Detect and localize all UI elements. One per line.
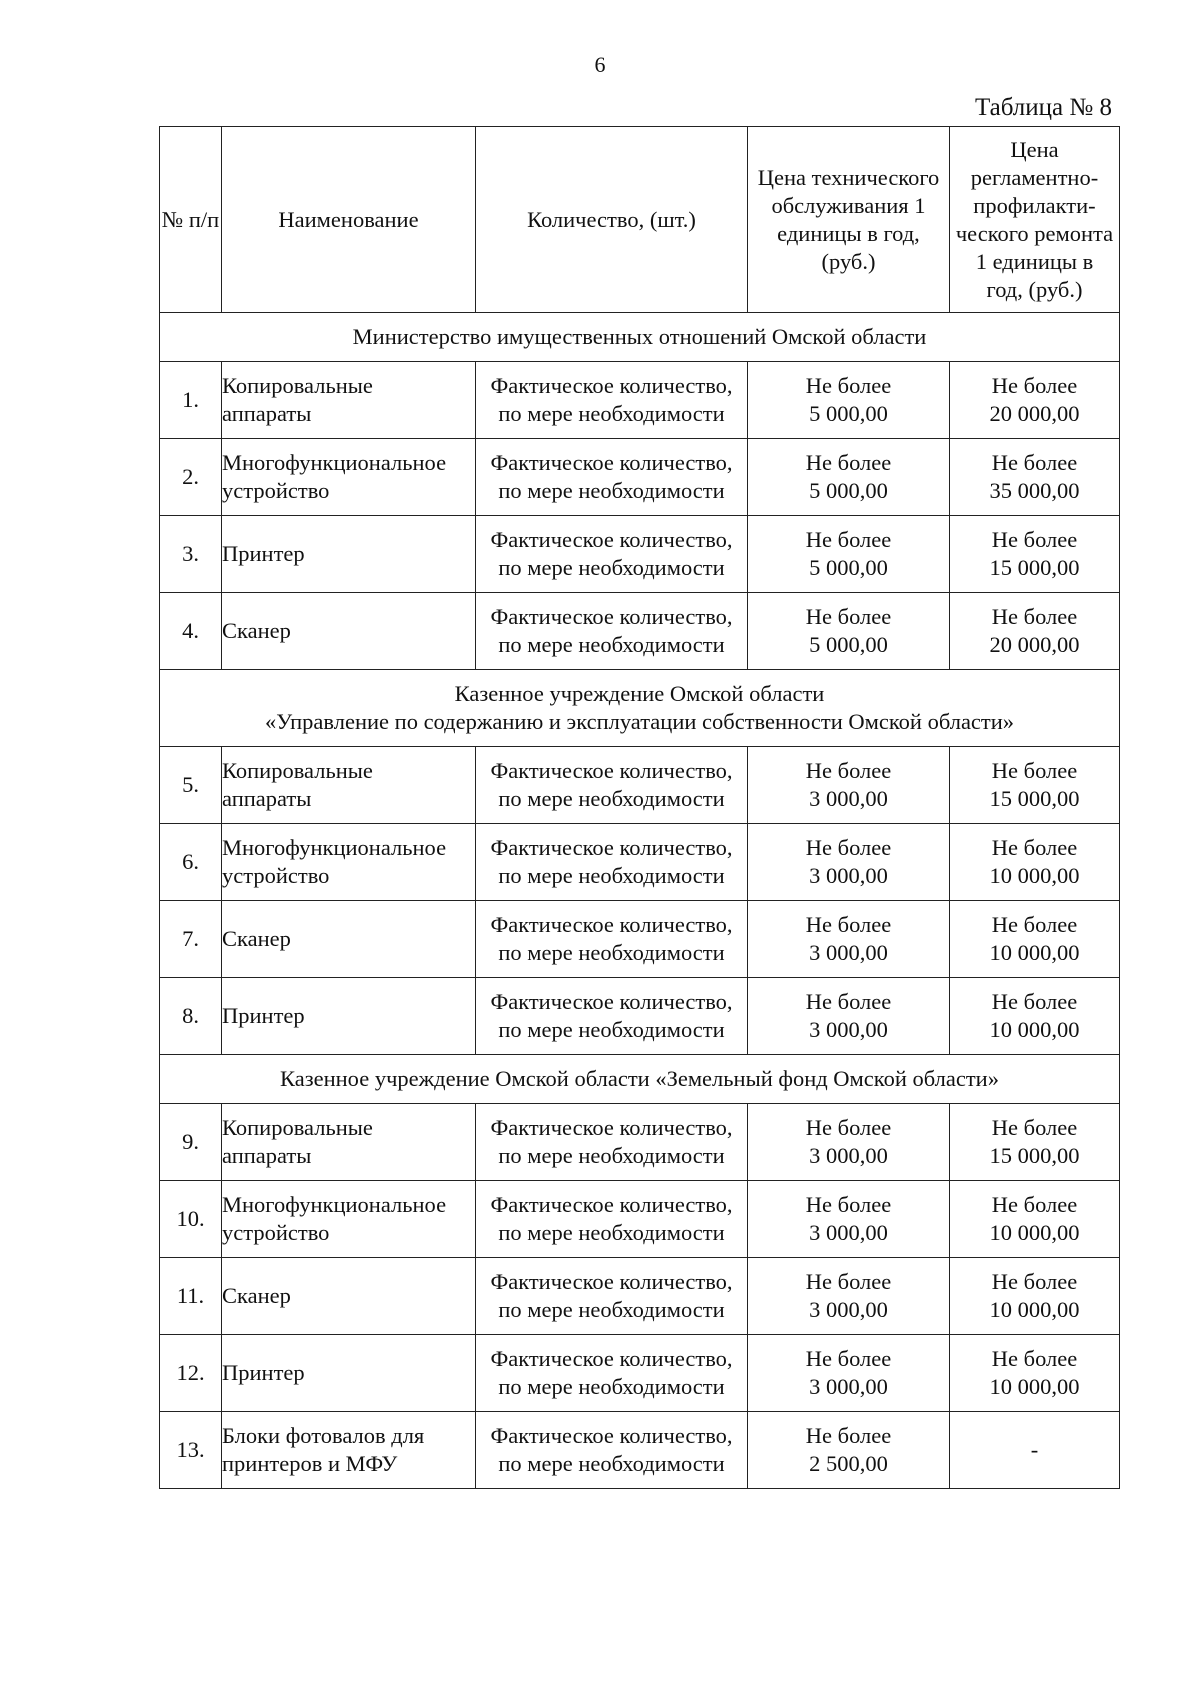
price-maintenance-line: Не более <box>805 1115 892 1140</box>
price-maintenance-line: 3 000,00 <box>809 786 888 811</box>
item-name-line: Многофункциональное <box>222 1192 447 1217</box>
item-quantity-line: по мере необходимости <box>498 401 725 426</box>
price-repair-line: 20 000,00 <box>989 632 1080 657</box>
item-name <box>222 824 476 901</box>
price-repair <box>950 901 1120 978</box>
price-maintenance <box>748 901 950 978</box>
item-name-line: Многофункциональное <box>222 835 447 860</box>
item-name-line: Многофункциональное <box>222 450 447 475</box>
item-name-line: устройство <box>222 1220 330 1245</box>
item-name <box>222 593 476 670</box>
price-maintenance-line: 3 000,00 <box>809 1220 888 1245</box>
price-maintenance-line: Не более <box>805 1192 892 1217</box>
price-repair-line: 10 000,00 <box>989 1017 1080 1042</box>
price-repair-line: Не более <box>991 989 1078 1014</box>
row-number: 2. <box>160 439 222 516</box>
item-name-line: Копировальные <box>222 758 373 783</box>
price-maintenance-line: 3 000,00 <box>809 1143 888 1168</box>
item-quantity-line: Фактическое количество, <box>490 527 733 552</box>
item-name-line: Блоки фотовалов для <box>222 1423 425 1448</box>
price-repair-line: Не более <box>991 604 1078 629</box>
page-number: 6 <box>594 52 606 77</box>
item-name-line: Принтер <box>222 1003 305 1028</box>
price-maintenance-line: Не более <box>805 1269 892 1294</box>
price-maintenance-line: Не более <box>805 758 892 783</box>
item-name-line: Копировальные <box>222 1115 373 1140</box>
header-line: Цена технического <box>757 164 940 190</box>
price-maintenance-line: Не более <box>805 1423 892 1448</box>
item-quantity-line: по мере необходимости <box>498 1143 725 1168</box>
row-number: 6. <box>160 824 222 901</box>
price-maintenance-line: 5 000,00 <box>809 632 888 657</box>
table-row <box>160 747 1120 824</box>
item-name <box>222 978 476 1055</box>
price-maintenance-line: Не более <box>805 450 892 475</box>
item-quantity <box>476 824 748 901</box>
price-repair-line: 10 000,00 <box>989 1220 1080 1245</box>
price-maintenance-line: Не более <box>805 835 892 860</box>
section-title <box>160 670 1120 747</box>
price-repair <box>950 439 1120 516</box>
price-repair <box>950 1104 1120 1181</box>
section-title-line: «Управление по содержанию и эксплуатации собственности Омской области» <box>264 709 1015 734</box>
header-qty: Количество, (шт.) <box>476 127 748 313</box>
item-quantity-line: Фактическое количество, <box>490 373 733 398</box>
item-quantity-line: Фактическое количество, <box>490 1269 733 1294</box>
table-row <box>160 901 1120 978</box>
price-maintenance <box>748 1104 950 1181</box>
price-maintenance <box>748 593 950 670</box>
table-body <box>160 313 1120 1489</box>
item-name-line: Сканер <box>222 1283 291 1308</box>
price-repair <box>950 593 1120 670</box>
item-quantity-line: по мере необходимости <box>498 863 725 888</box>
row-number: 4. <box>160 593 222 670</box>
price-repair-line: Не более <box>991 758 1078 783</box>
item-name <box>222 901 476 978</box>
price-maintenance-line: 3 000,00 <box>809 1297 888 1322</box>
item-name-line: Принтер <box>222 541 305 566</box>
price-maintenance-line: 3 000,00 <box>809 863 888 888</box>
header-name: Наименование <box>222 127 476 313</box>
table-row <box>160 1412 1120 1489</box>
table-row <box>160 978 1120 1055</box>
price-maintenance-line: Не более <box>805 527 892 552</box>
section-title-line: Министерство имущественных отношений Омской области <box>352 324 927 349</box>
item-quantity <box>476 1335 748 1412</box>
item-name-line: Принтер <box>222 1360 305 1385</box>
item-quantity-line: Фактическое количество, <box>490 758 733 783</box>
item-quantity <box>476 901 748 978</box>
price-maintenance <box>748 362 950 439</box>
item-quantity-line: по мере необходимости <box>498 1220 725 1245</box>
row-number: 1. <box>160 362 222 439</box>
price-repair <box>950 362 1120 439</box>
price-maintenance-line: Не более <box>805 1346 892 1371</box>
item-quantity-line: по мере необходимости <box>498 1297 725 1322</box>
price-repair-line: Не более <box>991 450 1078 475</box>
header-price-repair <box>950 127 1120 313</box>
item-quantity-line: по мере необходимости <box>498 1374 725 1399</box>
item-name <box>222 516 476 593</box>
table-row <box>160 439 1120 516</box>
section-title <box>160 313 1120 362</box>
section-title-line: Казенное учреждение Омской области «Земельный фонд Омской области» <box>280 1066 999 1091</box>
price-repair-line: Не более <box>991 1192 1078 1217</box>
table-row <box>160 362 1120 439</box>
item-name-line: устройство <box>222 863 330 888</box>
row-number: 9. <box>160 1104 222 1181</box>
item-quantity-line: Фактическое количество, <box>490 1346 733 1371</box>
price-maintenance-line: 5 000,00 <box>809 555 888 580</box>
header-line: ческого ремонта <box>955 220 1114 246</box>
price-maintenance <box>748 1181 950 1258</box>
item-name <box>222 1412 476 1489</box>
row-number: 8. <box>160 978 222 1055</box>
item-name-line: Сканер <box>222 618 291 643</box>
item-quantity <box>476 1104 748 1181</box>
price-maintenance-line: 3 000,00 <box>809 1017 888 1042</box>
price-repair-line: Не более <box>991 1269 1078 1294</box>
price-repair <box>950 516 1120 593</box>
price-repair <box>950 1412 1120 1489</box>
table-row <box>160 824 1120 901</box>
table-header-row <box>160 127 1120 313</box>
item-name <box>222 1258 476 1335</box>
row-number: 11. <box>160 1258 222 1335</box>
item-quantity-line: Фактическое количество, <box>490 835 733 860</box>
price-repair-line: 10 000,00 <box>989 863 1080 888</box>
item-quantity <box>476 978 748 1055</box>
price-maintenance-line: 2 500,00 <box>809 1451 888 1476</box>
item-quantity-line: по мере необходимости <box>498 555 725 580</box>
price-maintenance <box>748 1258 950 1335</box>
price-maintenance-line: Не более <box>805 912 892 937</box>
item-name <box>222 1335 476 1412</box>
item-quantity-line: Фактическое количество, <box>490 912 733 937</box>
price-repair <box>950 747 1120 824</box>
table-caption: Таблица № 8 <box>974 94 1112 121</box>
price-repair-line: Не более <box>991 1115 1078 1140</box>
price-repair <box>950 1335 1120 1412</box>
item-name <box>222 439 476 516</box>
price-repair-line: Не более <box>991 912 1078 937</box>
item-name-line: Сканер <box>222 926 291 951</box>
price-repair-line: Не более <box>991 835 1078 860</box>
header-num: № п/п <box>160 127 222 313</box>
price-maintenance <box>748 824 950 901</box>
section-title <box>160 1055 1120 1104</box>
item-quantity-line: по мере необходимости <box>498 1017 725 1042</box>
price-repair-line: - <box>1030 1437 1039 1462</box>
price-repair <box>950 1181 1120 1258</box>
table-row <box>160 516 1120 593</box>
table-row <box>160 1181 1120 1258</box>
price-repair-line: Не более <box>991 1346 1078 1371</box>
item-name-line: Копировальные <box>222 373 373 398</box>
price-repair-line: 10 000,00 <box>989 940 1080 965</box>
price-repair-line: 10 000,00 <box>989 1297 1080 1322</box>
row-number: 3. <box>160 516 222 593</box>
price-maintenance-line: 3 000,00 <box>809 1374 888 1399</box>
header-line: профилакти- <box>973 192 1096 218</box>
item-quantity-line: Фактическое количество, <box>490 1192 733 1217</box>
item-quantity-line: Фактическое количество, <box>490 989 733 1014</box>
item-quantity-line: по мере необходимости <box>498 786 725 811</box>
price-repair <box>950 1258 1120 1335</box>
item-quantity-line: по мере необходимости <box>498 632 725 657</box>
item-quantity-line: Фактическое количество, <box>490 1423 733 1448</box>
item-quantity <box>476 439 748 516</box>
header-line: Цена <box>1010 136 1059 162</box>
price-maintenance-line: Не более <box>805 373 892 398</box>
item-quantity-line: по мере необходимости <box>498 940 725 965</box>
price-repair-line: Не более <box>991 527 1078 552</box>
price-repair-line: 15 000,00 <box>989 786 1080 811</box>
item-name <box>222 747 476 824</box>
price-maintenance-line: Не более <box>805 604 892 629</box>
row-number: 12. <box>160 1335 222 1412</box>
item-name-line: устройство <box>222 478 330 503</box>
price-maintenance <box>748 439 950 516</box>
table-row <box>160 593 1120 670</box>
item-quantity <box>476 593 748 670</box>
item-quantity-line: Фактическое количество, <box>490 1115 733 1140</box>
table-row <box>160 1258 1120 1335</box>
item-quantity-line: Фактическое количество, <box>490 604 733 629</box>
header-line: 1 единицы в <box>975 248 1094 274</box>
header-line: регламентно- <box>970 164 1099 190</box>
price-repair <box>950 824 1120 901</box>
price-maintenance <box>748 747 950 824</box>
row-number: 13. <box>160 1412 222 1489</box>
price-repair <box>950 978 1120 1055</box>
header-price-maintenance <box>748 127 950 313</box>
header-line: единицы в год, <box>777 220 920 246</box>
section-title-line: Казенное учреждение Омской области <box>454 681 825 706</box>
item-quantity-line: по мере необходимости <box>498 478 725 503</box>
price-maintenance <box>748 1335 950 1412</box>
item-name-line: аппараты <box>222 1143 312 1168</box>
price-repair-line: 10 000,00 <box>989 1374 1080 1399</box>
price-maintenance <box>748 516 950 593</box>
item-quantity <box>476 747 748 824</box>
header-line: год, (руб.) <box>986 276 1083 302</box>
price-maintenance-line: 5 000,00 <box>809 478 888 503</box>
price-repair-line: 15 000,00 <box>989 1143 1080 1168</box>
section-header-row <box>160 313 1120 362</box>
price-repair-line: Не более <box>991 373 1078 398</box>
row-number: 10. <box>160 1181 222 1258</box>
item-quantity-line: Фактическое количество, <box>490 450 733 475</box>
header-line: обслуживания 1 <box>771 192 926 218</box>
price-maintenance-line: 5 000,00 <box>809 401 888 426</box>
price-maintenance-line: Не более <box>805 989 892 1014</box>
price-maintenance <box>748 978 950 1055</box>
price-repair-line: 35 000,00 <box>989 478 1080 503</box>
item-name-line: принтеров и МФУ <box>222 1451 398 1476</box>
table-row <box>160 1335 1120 1412</box>
header-line: (руб.) <box>821 248 876 274</box>
item-quantity <box>476 362 748 439</box>
price-repair-line: 15 000,00 <box>989 555 1080 580</box>
price-maintenance-line: 3 000,00 <box>809 940 888 965</box>
item-name <box>222 362 476 439</box>
row-number: 7. <box>160 901 222 978</box>
item-name <box>222 1181 476 1258</box>
section-header-row <box>160 1055 1120 1104</box>
item-quantity <box>476 1258 748 1335</box>
item-name <box>222 1104 476 1181</box>
item-name-line: аппараты <box>222 401 312 426</box>
item-quantity <box>476 1181 748 1258</box>
item-name-line: аппараты <box>222 786 312 811</box>
row-number: 5. <box>160 747 222 824</box>
item-quantity <box>476 516 748 593</box>
price-maintenance <box>748 1412 950 1489</box>
table-row <box>160 1104 1120 1181</box>
price-repair-line: 20 000,00 <box>989 401 1080 426</box>
item-quantity <box>476 1412 748 1489</box>
price-table <box>159 126 1120 1489</box>
item-quantity-line: по мере необходимости <box>498 1451 725 1476</box>
section-header-row <box>160 670 1120 747</box>
